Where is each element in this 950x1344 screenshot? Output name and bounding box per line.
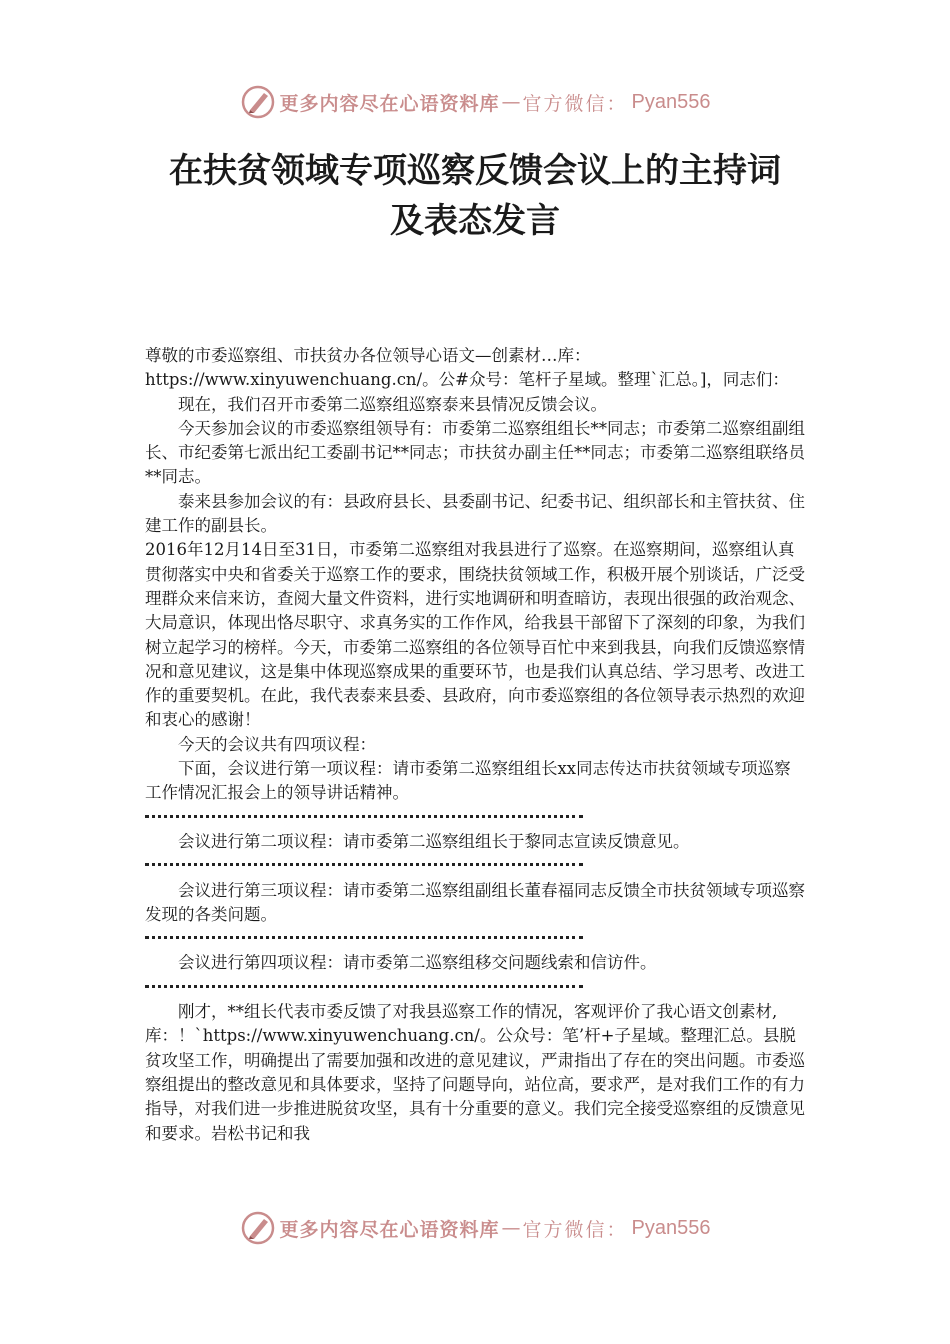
pen-logo-icon xyxy=(240,84,276,120)
banner-separator: — xyxy=(501,91,521,113)
paragraph-agenda-item-1: 下面，会议进行第一项议程：请市委第二巡察组组长xx同志传达市扶贫领域专项巡察工作情况汇报会上的领导讲话精神。 xyxy=(145,759,791,803)
title-line-2: 及表态发言 xyxy=(390,201,560,241)
paragraph-county-attendees: 泰来县参加会议的有：县政府县长、县委副书记、纪委书记、组织部长和主管扶贫、住建工作的副县长。 xyxy=(145,491,805,536)
document-title xyxy=(100,146,850,246)
pen-logo-icon xyxy=(240,1210,276,1246)
banner-wechat-id: Pyan556 xyxy=(631,90,711,113)
banner-wechat-label: 官方微信： xyxy=(522,92,628,115)
paragraph-inspection-summary: 2016年12月14日至31日，市委第二巡察组对我县进行了巡察。在巡察期间，巡察组认真贯彻落实中央和省委关于巡察工作的要求，围绕扶贫领域工作，积极开展个别谈话，广泛受理群众来信来访，查阅大量文件资料，进行实地调研和明查暗访，表现出很强的政治观念、大局意识，体现出恪尽职守、求真务实的工作作风，给我县干部留下了深刻的印象，为我们树立起学习的榜样。今天，市委第二巡察组的各位领导百忙中来到我县，向我们反馈巡察情况和意见建议，这是集中体现巡察成果的重要环节，也是我们认真总结、学习思考、改进工作的重要契机。在此，我代表泰来县委、县政府，向市委巡察组的各位领导表示热烈的欢迎和衷心的感谢！ xyxy=(145,540,805,730)
banner-wechat-label: 官方微信： xyxy=(522,1218,628,1241)
paragraph-response: 刚才，**组长代表市委反馈了对我县巡察工作的情况，客观评价了我心语文创素材,库：！`https://www.xinyuwenchuang.cn/。公众号：笔’杆+子星域。整理汇总。县脱贫攻坚工作，明确提出了需要加强和改进的意见建议，严肃指出了存在的突出问题。市委巡察组提出的整改意见和具体要求，坚持了问题导向，站位高，要求严，是对我们工作的有力指导，对我们进一步推进脱贫攻坚，具有十分重要的意义。我们完全接受巡察组的反馈意见和要求。岩松书记和我 xyxy=(145,1002,805,1143)
dotted-divider xyxy=(145,854,583,878)
banner-text: 更多内容尽在心语资料库 xyxy=(279,1218,500,1241)
document-body xyxy=(145,344,805,1146)
paragraph-salutation: 尊敬的市委巡察组、市扶贫办各位领导心语文—创素材…库：https://www.xinyuwenchuang.cn/。公#众号：笔杆子星域。整理`汇总。]，同志们： xyxy=(145,346,789,390)
banner-text: 更多内容尽在心语资料库 xyxy=(279,92,500,115)
paragraph-agenda-item-2: 会议进行第二项议程：请市委第二巡察组组长于黎同志宣读反馈意见。 xyxy=(178,831,690,851)
paragraph-agenda-item-4: 会议进行第四项议程：请市委第二巡察组移交问题线索和信访件。 xyxy=(178,953,657,973)
banner-separator: — xyxy=(501,1217,521,1239)
banner-wechat-id: Pyan556 xyxy=(631,1216,711,1239)
paragraph-agenda-item-3: 会议进行第三项议程：请市委第二巡察组副组长董春福同志反馈全市扶贫领域专项巡察发现的各类问题。 xyxy=(145,880,805,924)
dotted-divider xyxy=(145,927,583,951)
title-line-1: 在扶贫领域专项巡察反馈会议上的主持词 xyxy=(169,151,781,191)
paragraph-opening: 现在，我们召开市委第二巡察组巡察泰来县情况反馈会议。 xyxy=(178,394,607,414)
header-banner xyxy=(0,82,950,122)
paragraph-attending-leaders: 今天参加会议的市委巡察组领导有：市委第二巡察组组长**同志；市委第二巡察组副组长、市纪委第七派出纪工委副书记**同志；市扶贫办副主任**同志；市委第二巡察组联络员**同志。 xyxy=(145,418,805,487)
dotted-divider xyxy=(145,976,583,1000)
footer-banner xyxy=(0,1208,950,1248)
dotted-divider xyxy=(145,806,583,830)
paragraph-agenda-intro: 今天的会议共有四项议程： xyxy=(178,734,376,754)
